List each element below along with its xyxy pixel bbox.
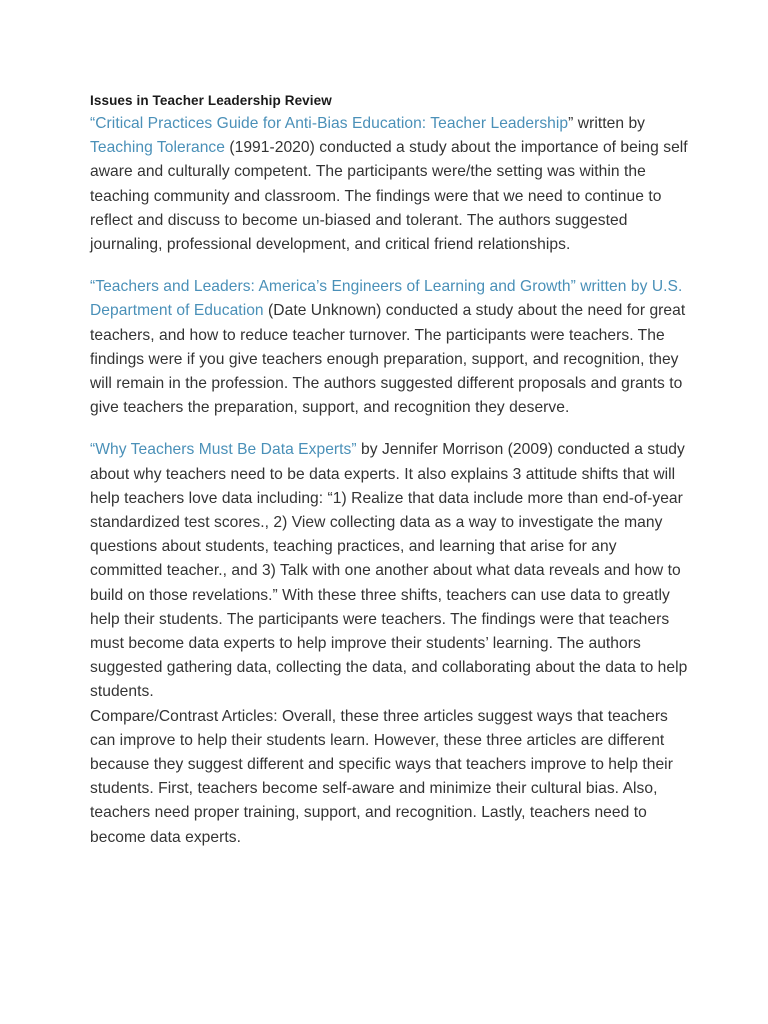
article-1-author-link[interactable]: Teaching Tolerance	[90, 139, 225, 157]
article-2-body: (Date Unknown) conducted a study about the need for great teachers, and how to reduce teacher turnover. The participants were teachers. The findings were if you give teachers enough preparation, support, and recognition, they will remain in the profession. The authors suggested different proposals and grants to give teachers the preparation, support, and recognition they deserve.	[90, 302, 686, 417]
article-1-paragraph	[90, 112, 690, 257]
article-1-written-by: written by	[573, 115, 646, 132]
article-2-title-link[interactable]: “Teachers and Leaders: America’s Engineers of Learning and Growth” written by U.S. Department of Education	[90, 278, 683, 320]
article-3-title-link[interactable]: “Why Teachers Must Be Data Experts”	[90, 441, 357, 459]
article-1-title-link[interactable]: Critical Practices Guide for Anti-Bias Education: Teacher Leadership	[95, 115, 569, 132]
article-3-body: by Jennifer Morrison (2009) conducted a study about why teachers need to be data experts. It also explains 3 attitude shifts that will help teachers love data including: “1) Realize that data include more than end-of-year standardized test scores., 2) View collecting data as a way to investigate the many questions about students, teaching practices, and learning that arise for any committed teacher., and 3) Talk with one another about what data reveals and how to build on those revelations.” With these three shifts, teachers can use data to greatly help their students. The participants were teachers. The findings were that teachers must become data experts to help improve their students’ learning. The authors suggested gathering data, collecting the data, and collaborating about the data to help students.	[90, 441, 688, 701]
document-title: Issues in Teacher Leadership Review	[90, 93, 332, 108]
document-body	[90, 92, 690, 850]
article-2-paragraph	[90, 275, 690, 420]
article-1-open-quote: “	[90, 115, 96, 132]
article-1-close-quote: ”	[568, 115, 574, 132]
article-3-paragraph	[90, 438, 690, 704]
compare-contrast-paragraph: Compare/Contrast Articles: Overall, these three articles suggest ways that teachers can improve to help their students learn. However, these three articles are different because they suggest different and specific ways that teachers improve to help their students. First, teachers become self-aware and minimize their cultural bias. Also, teachers need proper training, support, and recognition. Lastly, teachers need to become data experts.	[90, 707, 673, 846]
article-1-body: (1991-2020) conducted a study about the importance of being self aware and culturally competent. The participants were/the setting was within the teaching community and classroom. The findings were that we need to continue to reflect and discuss to become un-biased and tolerant. The authors suggested journaling, professional development, and critical friend relationships.	[90, 139, 688, 254]
